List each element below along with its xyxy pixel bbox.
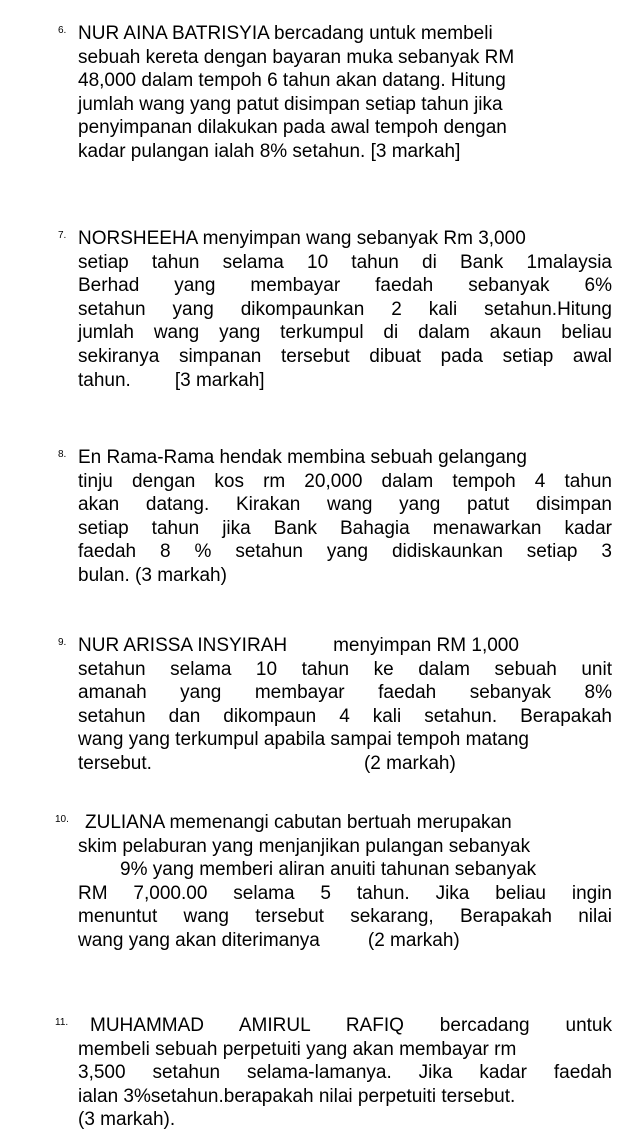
question-line: MUHAMMAD AMIRUL RAFIQ bercadang untuk: [90, 1015, 612, 1036]
question-number: 11.: [55, 1017, 69, 1028]
question-number: 8.: [58, 449, 67, 460]
question-line: tinju dengan kos rm 20,000 dalam tempoh 4 tahun: [78, 470, 612, 492]
question-line: bulan. (3 markah): [78, 564, 227, 586]
question-6: [58, 22, 612, 164]
question-8: [58, 446, 612, 588]
question-line: wang yang terkumpul apabila sampai tempoh matang: [78, 729, 529, 751]
marks-label: (2 markah): [363, 752, 456, 774]
question-last-line: [78, 929, 612, 953]
question-line: En Rama-Rama hendak membina sebuah gelangang: [78, 447, 527, 468]
marks-label: (2 markah): [367, 929, 460, 951]
question-line: amanah yang membayar faedah sebanyak 8%: [78, 682, 612, 704]
question-line: setahun yang dikompaunkan 2 kali setahun.Hitung: [78, 298, 612, 320]
question-line: (3 markah).: [78, 1109, 176, 1131]
question-line: jumlah wang yang terkumpul di dalam akaun beliau: [78, 322, 612, 344]
question-line: sebuah kereta dengan bayaran muka sebanyak RM: [78, 46, 515, 68]
question-9: [58, 634, 612, 776]
question-first-line: [78, 634, 612, 658]
question-line: 48,000 dalam tempoh 6 tahun akan datang. Hitung: [78, 70, 506, 92]
question-line: 9% yang memberi aliran anuiti tahunan sebanyak: [120, 859, 537, 881]
question-line: Berhad yang membayar faedah sebanyak 6%: [78, 275, 612, 297]
question-last-line: [78, 752, 612, 776]
question-line: akan datang. Kirakan wang yang patut disimpan: [78, 494, 612, 516]
question-line: menuntut wang tersebut sekarang, Berapakah nilai: [78, 906, 612, 928]
question-line: ialan 3%setahun.berapakah nilai perpetuiti tersebut.: [78, 1085, 516, 1107]
question-line: sekiranya simpanan tersebut dibuat pada setiap awal: [78, 345, 612, 367]
question-number: 7.: [58, 230, 67, 241]
question-line: skim pelaburan yang menjanjikan pulangan sebanyak: [78, 835, 531, 857]
question-line: NUR AINA BATRISYIA bercadang untuk membeli: [78, 23, 493, 44]
question-text: wang yang akan diterimanya: [78, 929, 320, 951]
question-line: RM 7,000.00 selama 5 tahun. Jika beliau ingin: [78, 882, 612, 904]
question-line: kadar pulangan ialah 8% setahun. [3 markah]: [78, 140, 461, 162]
marks-label: [3 markah]: [174, 369, 265, 391]
question-11: [55, 1014, 612, 1132]
question-7: [58, 227, 612, 392]
question-line: ZULIANA memenangi cabutan bertuah merupakan: [85, 812, 512, 833]
question-line: faedah 8 % setahun yang didiskaunkan setiap 3: [78, 541, 612, 563]
question-number: 10.: [55, 814, 69, 825]
question-text: tersebut.: [78, 752, 152, 774]
student-name: NUR ARISSA INSYIRAH: [78, 635, 288, 656]
question-text: tahun.: [78, 369, 131, 391]
question-text: menyimpan RM 1,000: [333, 635, 519, 656]
question-line: jumlah wang yang patut disimpan setiap tahun jika: [78, 93, 503, 115]
question-line: setiap tahun selama 10 tahun di Bank 1malaysia: [78, 251, 612, 273]
question-line: setiap tahun jika Bank Bahagia menawarkan kadar: [78, 517, 612, 539]
question-line: setahun dan dikompaun 4 kali setahun. Berapakah: [78, 705, 612, 727]
question-10: [55, 811, 612, 953]
question-number: 6.: [58, 25, 67, 36]
question-line: membeli sebuah perpetuiti yang akan membayar rm: [78, 1038, 517, 1060]
question-line: setahun selama 10 tahun ke dalam sebuah unit: [78, 658, 612, 680]
question-last-line: [78, 369, 612, 393]
question-line: penyimpanan dilakukan pada awal tempoh dengan: [78, 117, 507, 139]
question-line: 3,500 setahun selama-lamanya. Jika kadar faedah: [78, 1062, 612, 1084]
question-number: 9.: [58, 637, 67, 648]
question-line: NORSHEEHA menyimpan wang sebanyak Rm 3,000: [78, 228, 526, 249]
